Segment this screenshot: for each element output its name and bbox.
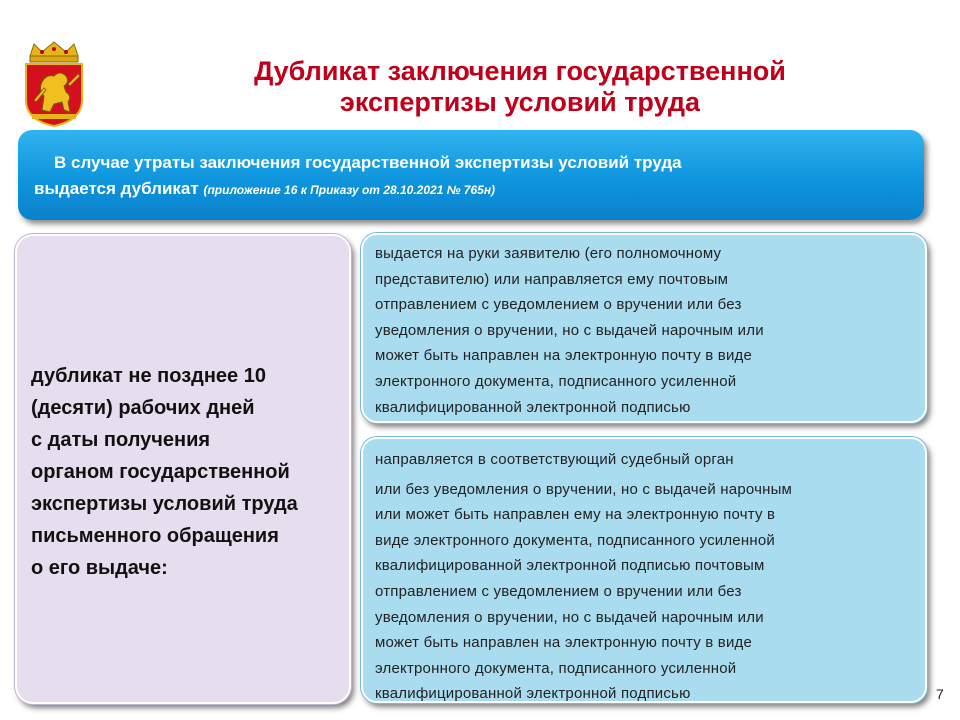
deadline-line: дубликат не позднее 10	[31, 365, 266, 387]
deadline-line: (десяти) рабочих дней	[31, 397, 255, 419]
banner-line-1: В случае утраты заключения государственной экспертизы условий труда	[54, 153, 682, 172]
title-line-1: Дубликат заключения государственной	[254, 56, 786, 86]
title-line-2: экспертизы условий труда	[339, 87, 701, 117]
card-line: отправлением с уведомлением о вручении или без	[375, 582, 742, 600]
card-line: или без уведомления о вручении, но с выдачей нарочным	[375, 480, 793, 498]
card-line: или может быть направлен ему на электронную почту в	[375, 506, 776, 524]
card-line: отправлением с уведомлением о вручении или без	[375, 296, 742, 314]
deadline-line: органом государственной	[31, 461, 290, 483]
deadline-line: о его выдаче:	[31, 557, 168, 579]
delivery-option-card-2	[361, 437, 927, 703]
card-line: уведомления о вручении, но с выдачей нарочным или	[375, 321, 764, 339]
card-line: квалифицированной электронной подписью почтовым	[375, 557, 765, 575]
info-banner	[18, 130, 924, 220]
deadline-line: письменного обращения	[31, 525, 279, 547]
card-line: уведомления о вручении, но с выдачей нарочным или	[375, 608, 764, 626]
delivery-option-card-1	[361, 233, 927, 423]
banner-line-2	[34, 176, 908, 203]
card-line: электронного документа, подписанного усиленной	[375, 372, 737, 390]
coat-of-arms-icon	[20, 40, 88, 128]
card-line: виде электронного документа, подписанного усиленной	[375, 531, 775, 549]
card-line: квалифицированной электронной подписью	[375, 398, 691, 416]
banner-note: (приложение 16 к Приказу от 28.10.2021 № 765н)	[203, 183, 496, 197]
deadline-line: с даты получения	[31, 429, 211, 451]
card-line: может быть направлен на электронную почту в виде	[375, 634, 753, 652]
card-line: электронного документа, подписанного усиленной	[375, 659, 737, 677]
card-line: квалифицированной электронной подписью	[375, 685, 691, 703]
deadline-line: экспертизы условий труда	[31, 493, 298, 515]
card-line: направляется в соответствующий судебный орган	[375, 451, 734, 468]
page-number: 7	[936, 686, 944, 702]
card-line: может быть направлен на электронную почту в виде	[375, 347, 753, 365]
page-title	[200, 56, 840, 118]
deadline-card	[15, 234, 351, 704]
deadline-text	[31, 360, 349, 584]
card-line: представителю) или направляется ему почтовым	[375, 270, 729, 288]
banner-main-text: выдается дубликат	[34, 179, 199, 198]
card-line: выдается на руки заявителю (его полномочному	[375, 245, 722, 262]
